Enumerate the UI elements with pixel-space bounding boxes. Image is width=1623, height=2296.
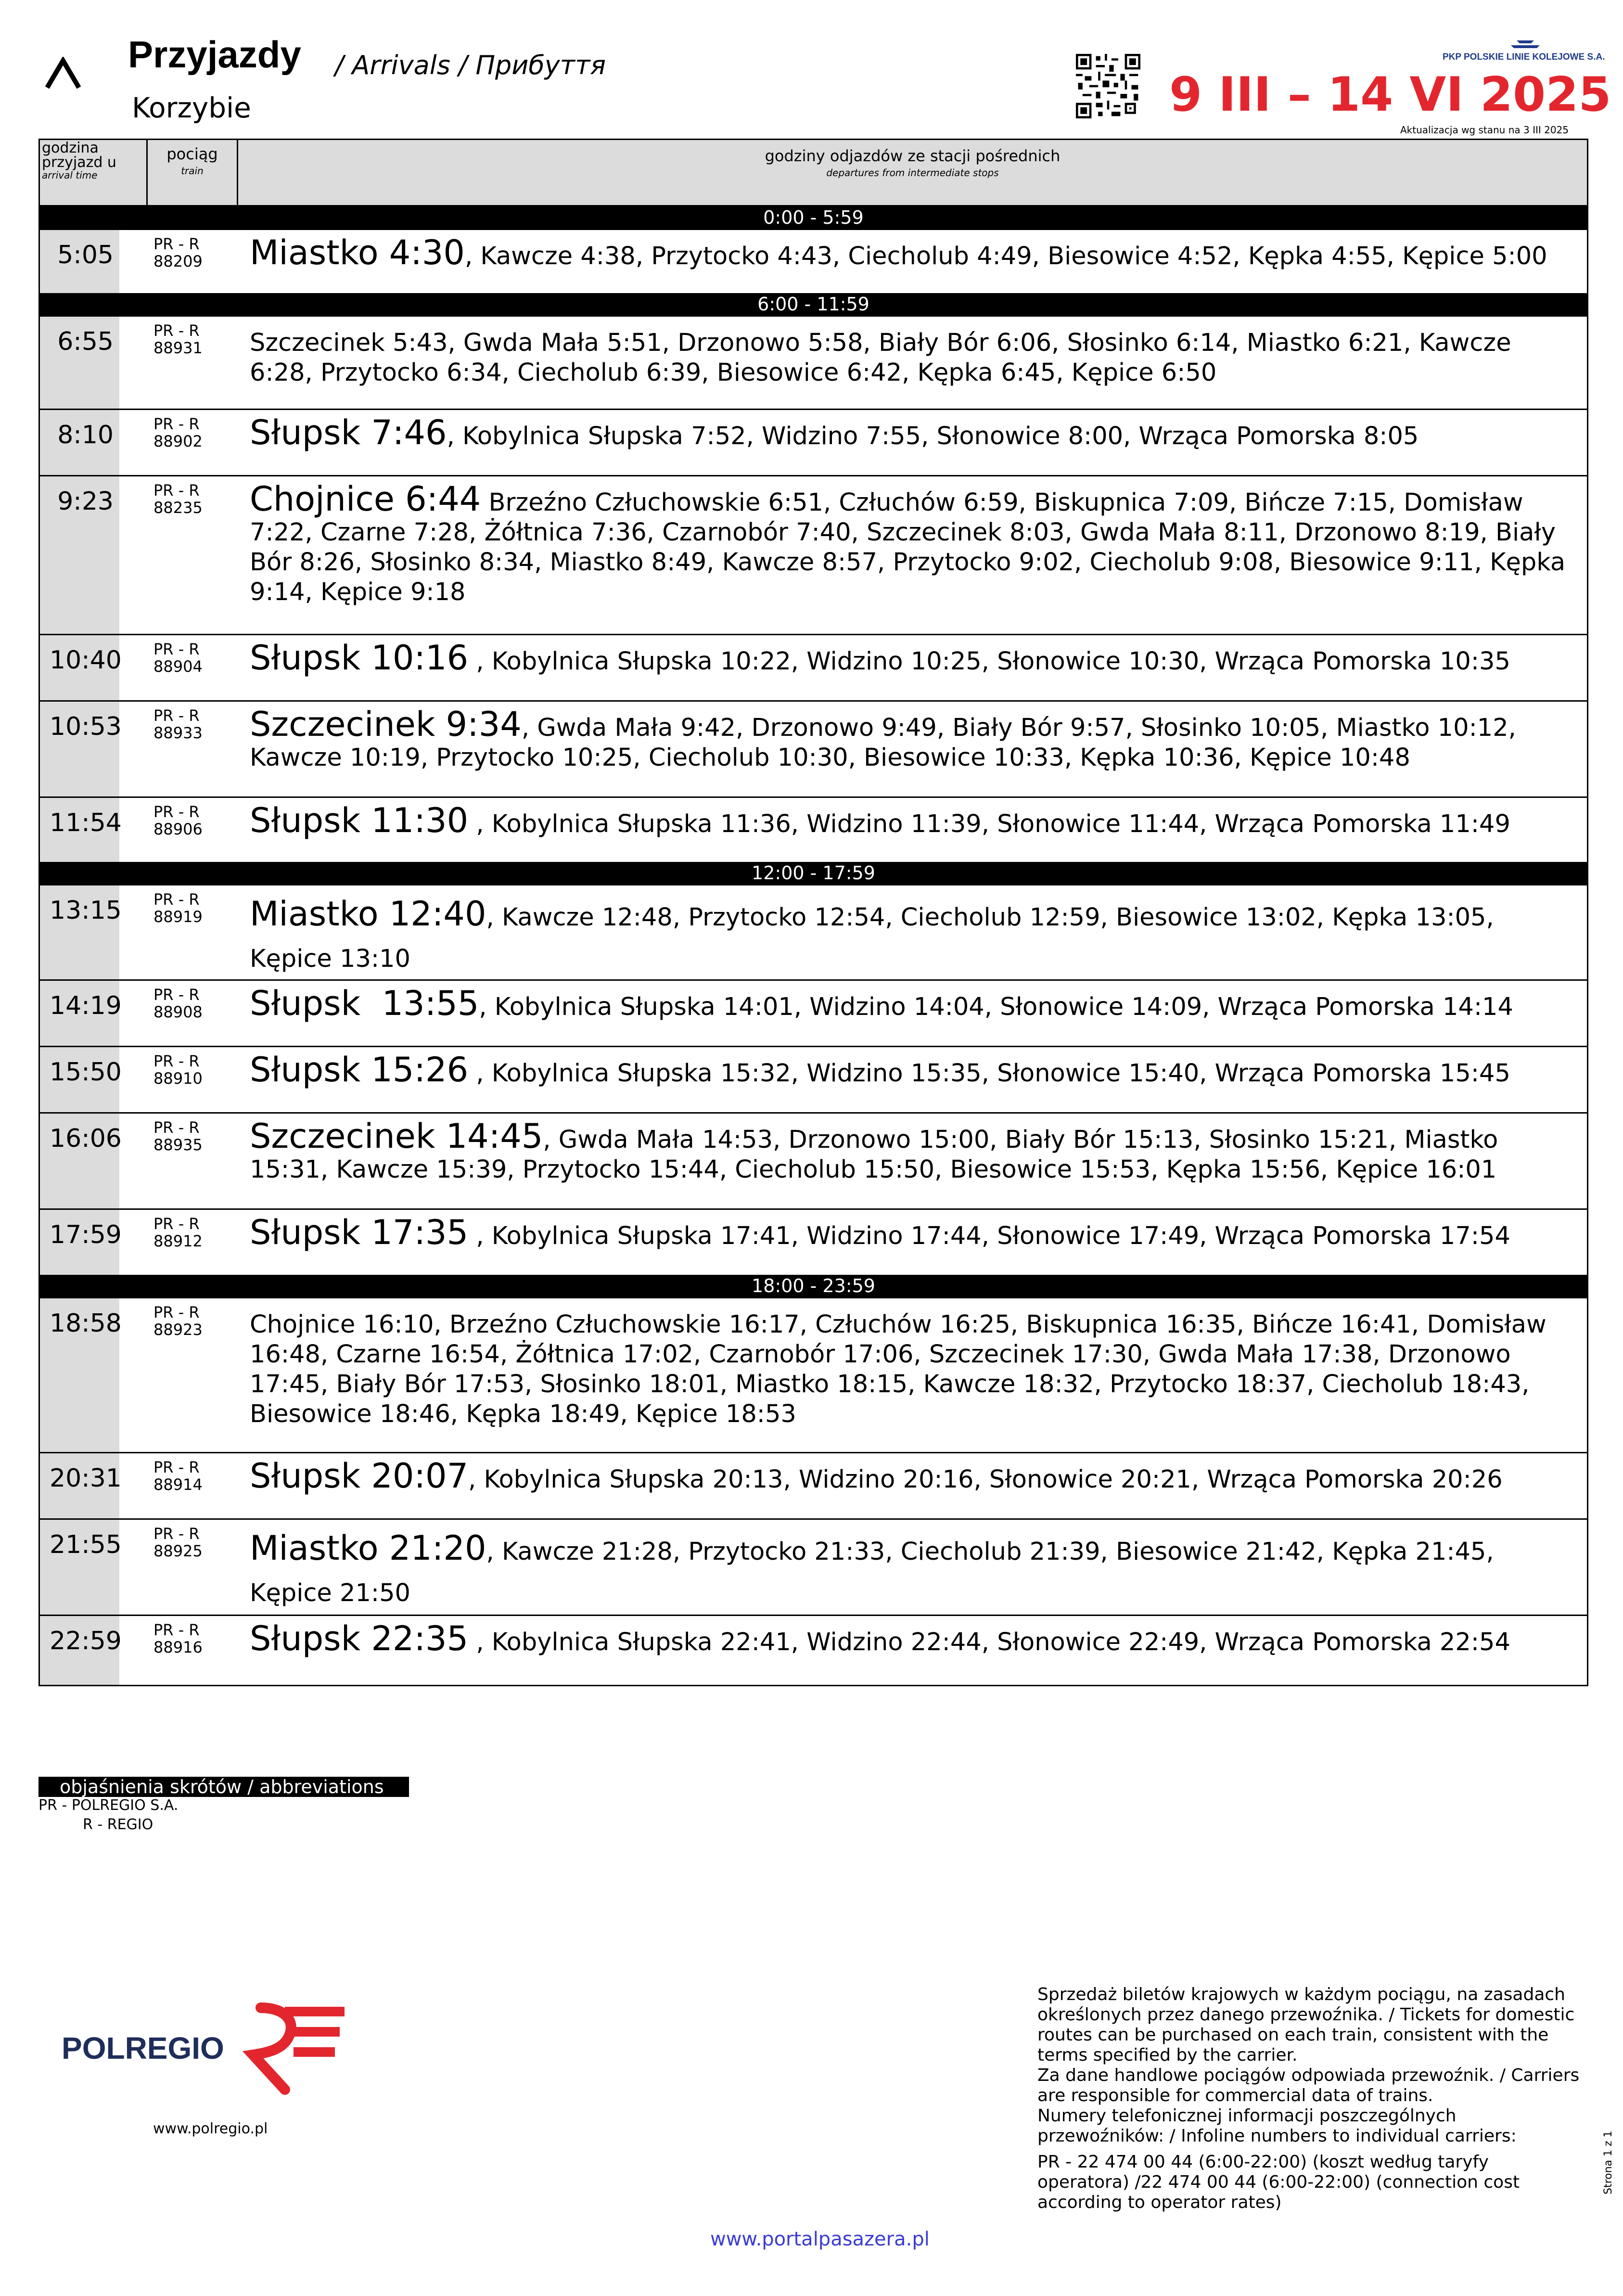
stops-text: Szczecinek 5:43, Gwda Mała 5:51, Drzonowo 5:58, Biały Bór 6:06, Słosinko 6:14, Miastko 6:21, Kawcze 6:28, Przytocko 6:34, Ciecholub 6:39, Biesowice 6:42, Kępka 6:45, Kępice 6:50 xyxy=(250,329,1511,387)
column-label: godzina przyjazd u xyxy=(42,140,116,171)
table-row xyxy=(40,1615,1587,1685)
train-number: 88235 xyxy=(153,499,203,517)
arrival-time: 14:19 xyxy=(50,991,122,1020)
stops-text: , Kobylnica Słupska 22:41, Widzino 22:44, Słonowice 22:49, Wrząca Pomorska 22:54 xyxy=(468,1628,1510,1656)
column-sublabel: arrival time xyxy=(42,169,98,181)
arrival-time: 20:31 xyxy=(50,1464,122,1493)
column-sublabel: departures from intermediate stops xyxy=(826,167,999,179)
time-band: 0:00 - 5:59 xyxy=(40,206,1587,229)
train-category: PR - R xyxy=(153,640,200,658)
arrival-time: 15:50 xyxy=(50,1058,122,1087)
train-category: PR - R xyxy=(153,1052,200,1070)
arrival-time: 16:06 xyxy=(50,1124,122,1153)
arrival-time: 22:59 xyxy=(50,1627,122,1655)
train-category: PR - R xyxy=(153,1525,200,1543)
stops-list xyxy=(250,1456,1581,1496)
table-row xyxy=(40,409,1587,475)
stops-text: , Kobylnica Słupska 15:32, Widzino 15:35, Słonowice 15:40, Wrząca Pomorska 15:45 xyxy=(468,1059,1510,1088)
table-row xyxy=(40,229,1587,293)
update-note: Aktualizacja wg stanu na 3 III 2025 xyxy=(1400,124,1569,136)
train-number: 88935 xyxy=(153,1136,203,1154)
caret-up-icon xyxy=(44,57,82,90)
stops-list xyxy=(250,1527,1581,1614)
train-number: 88910 xyxy=(153,1069,203,1088)
carrier-name: PKP POLSKIE LINIE KOLEJOWE S.A. xyxy=(1443,52,1605,62)
column-arrival-time xyxy=(40,140,148,205)
train-category: PR - R xyxy=(153,803,200,821)
train-category: PR - R xyxy=(153,890,200,909)
time-band: 6:00 - 11:59 xyxy=(40,293,1587,315)
train-number: 88923 xyxy=(153,1321,203,1339)
train-category: PR - R xyxy=(153,235,200,253)
arrival-time: 10:53 xyxy=(50,712,122,741)
arrival-time: 21:55 xyxy=(50,1530,122,1559)
arrival-time: 17:59 xyxy=(50,1220,122,1249)
stops-text: , Gwda Mała 9:42, Drzonowo 9:49, Biały Bór 9:57, Słosinko 10:05, Miastko 10:12, Kawcze 10:19, Przytocko 10:25, Ciecholub 10:30, Biesowice 10:33, Kępka 10:36, Kępice 10:48 xyxy=(250,714,1516,772)
origin-station: Miastko 4:30 xyxy=(250,233,465,272)
time-band: 12:00 - 17:59 xyxy=(40,862,1587,884)
table-row xyxy=(40,315,1587,409)
train-category: PR - R xyxy=(153,1118,200,1137)
stops-list xyxy=(250,638,1581,678)
stops-text: , Kobylnica Słupska 17:41, Widzino 17:44, Słonowice 17:49, Wrząca Pomorska 17:54 xyxy=(468,1222,1510,1250)
train-category: PR - R xyxy=(153,1621,200,1639)
page-subtitle: / Arrivals / Прибуття xyxy=(335,50,606,80)
train-category: PR - R xyxy=(153,321,200,340)
page-number: Strona 1 z 1 xyxy=(1602,2130,1614,2194)
stops-text: Brzeźno Człuchowskie 6:51, Człuchów 6:59, Biskupnica 7:09, Bińcze 7:15, Domisław 7:22, Czarne 7:28, Żółtnica 7:36, Czarnobór 7:40, Szczecinek 8:03, Gwda Mała 8:11, Drzonowo 8:19, Biały Bór 8:26, Słosinko 8:34, Miastko 8:49, Kawcze 8:57, Przytocko 9:02, Ciecholub 9:08, Biesowice 9:11, Kępka 9:14, Kępice 9:18 xyxy=(250,488,1566,606)
column-train xyxy=(148,140,238,205)
origin-station: Słupsk 20:07 xyxy=(250,1456,469,1496)
arrival-time: 10:40 xyxy=(50,646,122,675)
train-number: 88925 xyxy=(153,1542,203,1560)
stops-list xyxy=(250,413,1581,452)
train-number: 88931 xyxy=(153,339,203,357)
polregio-link[interactable]: www.polregio.pl xyxy=(153,2120,268,2137)
train-number: 88933 xyxy=(153,724,203,742)
origin-station: Słupsk 10:16 xyxy=(250,638,469,678)
origin-station: Słupsk 17:35 xyxy=(250,1213,469,1252)
polregio-logo xyxy=(59,2002,349,2098)
station-name: Korzybie xyxy=(132,91,251,124)
validity-period: 9 III – 14 VI 2025 xyxy=(1169,67,1611,122)
origin-station: Słupsk 13:55 xyxy=(250,984,479,1023)
train-number: 88902 xyxy=(153,432,203,450)
arrival-time: 18:58 xyxy=(50,1309,122,1338)
table-row xyxy=(40,1452,1587,1518)
abbreviation-item: PR - POLREGIO S.A. xyxy=(38,1797,179,1814)
info-text: Numery telefonicznej informacji poszczególnych przewoźników: / Infoline numbers to individual carriers: xyxy=(1037,2106,1517,2146)
stops-list xyxy=(250,984,1581,1023)
infoline-text: PR - 22 474 00 44 (6:00-22:00) (koszt według taryfy operatora) /22 474 00 44 (6:00-22:00) (connection cost according to operator rates) xyxy=(1037,2152,1520,2212)
stops-list xyxy=(250,1619,1581,1658)
origin-station: Słupsk 11:30 xyxy=(250,801,469,840)
portal-pasazera-link[interactable]: www.portalpasazera.pl xyxy=(710,2228,930,2250)
time-band: 18:00 - 23:59 xyxy=(40,1275,1587,1297)
column-intermediate-stops xyxy=(238,140,1587,205)
table-row xyxy=(40,1518,1587,1615)
stops-text: , Kobylnica Słupska 7:52, Widzino 7:55, Słonowice 8:00, Wrząca Pomorska 8:05 xyxy=(447,422,1419,450)
train-number: 88906 xyxy=(153,820,203,838)
train-category: PR - R xyxy=(153,1215,200,1233)
arrival-time: 6:55 xyxy=(57,327,114,356)
stops-list xyxy=(250,1306,1581,1429)
train-number: 88919 xyxy=(153,908,203,926)
stops-list xyxy=(250,233,1581,272)
stops-text: , Kawcze 12:48, Przytocko 12:54, Ciecholub 12:59, Biesowice 13:02, Kępka 13:05, Kępice 13:10 xyxy=(250,903,1494,973)
stops-text: , Kawcze 21:28, Przytocko 21:33, Ciecholub 21:39, Biesowice 21:42, Kępka 21:45, Kępice 21:50 xyxy=(250,1538,1494,1607)
origin-station: Chojnice 6:44 xyxy=(250,479,481,519)
stops-text: , Kobylnica Słupska 11:36, Widzino 11:39, Słonowice 11:44, Wrząca Pomorska 11:49 xyxy=(468,810,1510,838)
stops-list xyxy=(250,479,1581,607)
stops-text: , Kobylnica Słupska 10:22, Widzino 10:25, Słonowice 10:30, Wrząca Pomorska 10:35 xyxy=(468,647,1510,676)
train-category: PR - R xyxy=(153,415,200,433)
origin-station: Słupsk 15:26 xyxy=(250,1050,469,1090)
arrival-time: 11:54 xyxy=(50,808,122,837)
train-category: PR - R xyxy=(153,1303,200,1321)
train-category: PR - R xyxy=(153,481,200,500)
arrival-time: 13:15 xyxy=(50,896,122,925)
stops-text: Chojnice 16:10, Brzeźno Człuchowskie 16:17, Człuchów 16:25, Biskupnica 16:35, Bińcze 16:41, Domisław 16:48, Czarne 16:54, Żółtnica 17:02, Czarnobór 17:06, Szczecinek 17:30, Gwda Mała 17:38, Drzonowo 17:45, Biały Bór 17:53, Słosinko 18:01, Miastko 18:15, Kawcze 18:32, Przytocko 18:37, Ciecholub 18:43, Biesowice 18:46, Kępka 18:49, Kępice 18:53 xyxy=(250,1310,1546,1428)
qr-code-icon xyxy=(1076,54,1140,118)
table-row xyxy=(40,634,1587,700)
table-header xyxy=(40,140,1587,206)
table-row xyxy=(40,1112,1587,1208)
train-category: PR - R xyxy=(153,986,200,1004)
table-row xyxy=(40,475,1587,634)
train-number: 88908 xyxy=(153,1003,203,1021)
table-row xyxy=(40,1208,1587,1275)
info-text: Za dane handlowe pociągów odpowiada przewoźnik. / Carriers are responsible for commercial data of trains. xyxy=(1037,2065,1580,2105)
logo-text: POLREGIO xyxy=(62,2031,224,2065)
column-label: godziny odjazdów ze stacji pośrednich xyxy=(765,147,1061,165)
stops-list xyxy=(250,324,1581,388)
table-row xyxy=(40,979,1587,1046)
train-number: 88904 xyxy=(153,657,203,676)
abbreviations-title: objaśnienia skrótów / abbreviations xyxy=(38,1777,409,1797)
train-number: 88912 xyxy=(153,1232,203,1250)
origin-station: Miastko 12:40 xyxy=(250,894,486,934)
stops-list xyxy=(250,1213,1581,1252)
table-row xyxy=(40,1046,1587,1112)
arrival-time: 8:10 xyxy=(57,421,114,449)
table-row xyxy=(40,884,1587,979)
train-category: PR - R xyxy=(153,1458,200,1476)
stops-text: , Kawcze 4:38, Przytocko 4:43, Ciecholub 4:49, Biesowice 4:52, Kępka 4:55, Kępice 5:00 xyxy=(464,242,1547,270)
stops-text: , Gwda Mała 14:53, Drzonowo 15:00, Biały Bór 15:13, Słosinko 15:21, Miastko 15:31, Kawcze 15:39, Przytocko 15:44, Ciecholub 15:50, Biesowice 15:53, Kępka 15:56, Kępice 16:01 xyxy=(250,1126,1498,1184)
column-sublabel: train xyxy=(181,165,204,177)
stops-list xyxy=(250,893,1581,980)
stops-text: , Kobylnica Słupska 14:01, Widzino 14:04, Słonowice 14:09, Wrząca Pomorska 14:14 xyxy=(479,993,1513,1021)
info-text: Sprzedaż biletów krajowych w każdym pociągu, na zasadach określonych przez danego przewoźnika. / Tickets for domestic routes can be purchased on each train, consistent with the terms specified by the carrier. xyxy=(1037,1985,1575,2065)
stops-list xyxy=(250,801,1581,840)
train-number: 88209 xyxy=(153,252,203,270)
train-number: 88916 xyxy=(153,1638,203,1656)
table-row xyxy=(40,796,1587,862)
origin-station: Słupsk 7:46 xyxy=(250,413,447,452)
origin-station: Szczecinek 9:34 xyxy=(250,705,522,744)
arrival-time: 5:05 xyxy=(57,241,114,269)
abbreviation-item: R - REGIO xyxy=(83,1816,153,1833)
stops-list xyxy=(250,705,1581,773)
table-row xyxy=(40,1297,1587,1452)
train-number: 88914 xyxy=(153,1475,203,1494)
stops-list xyxy=(250,1050,1581,1090)
arrival-time: 9:23 xyxy=(57,487,114,516)
origin-station: Słupsk 22:35 xyxy=(250,1619,469,1658)
page-title: Przyjazdy xyxy=(128,33,301,76)
train-category: PR - R xyxy=(153,706,200,725)
origin-station: Miastko 21:20 xyxy=(250,1528,486,1568)
origin-station: Szczecinek 14:45 xyxy=(250,1116,543,1156)
stops-list xyxy=(250,1116,1581,1185)
stops-text: , Kobylnica Słupska 20:13, Widzino 20:16, Słonowice 20:21, Wrząca Pomorska 20:26 xyxy=(468,1465,1503,1494)
ticket-info xyxy=(1037,1985,1581,2213)
table-row xyxy=(40,700,1587,796)
arrivals-table xyxy=(38,139,1588,1686)
column-label: pociąg xyxy=(166,145,218,163)
